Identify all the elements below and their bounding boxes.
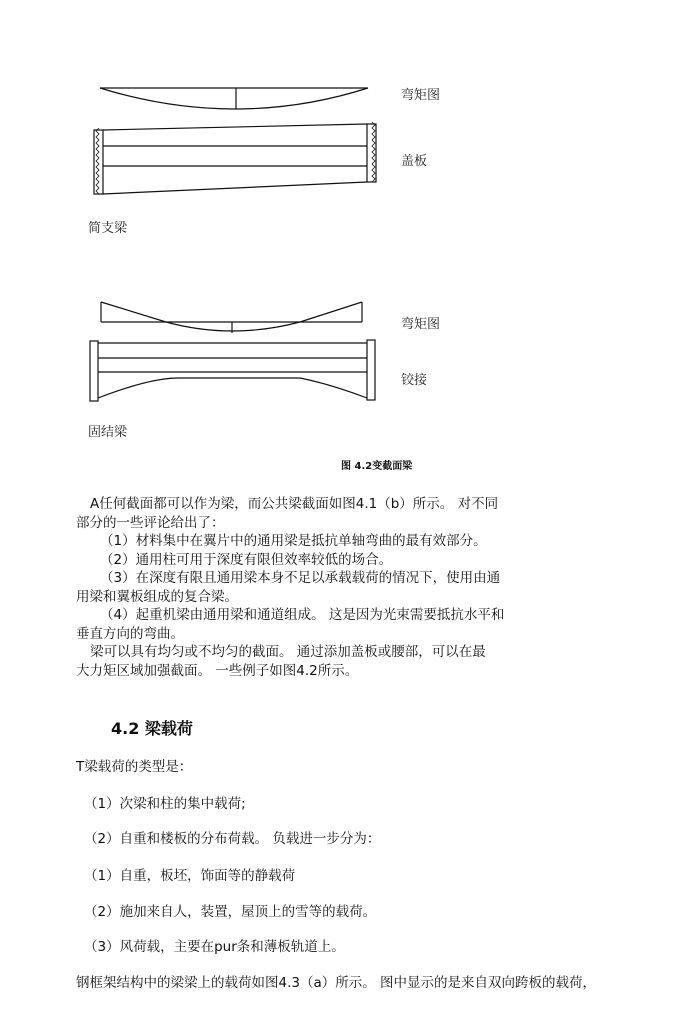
paragraph-line: （1）材料集中在翼片中的通用梁是抵抗单轴弯曲的最有效部分。 [100, 533, 487, 549]
paragraph-line: 垂直方向的弯曲。 [76, 625, 184, 642]
fixed-beam-moment-diagram [101, 302, 362, 333]
simple-beam-plate-label: 盖板 [401, 154, 428, 169]
section-title: 梁载荷 [144, 719, 193, 738]
paragraph-line: 用梁和翼板组成的复合梁。 [76, 588, 238, 605]
fixed-beam-moment-label: 弯矩图 [401, 317, 441, 332]
fixed-beam-label: 固结梁 [88, 425, 128, 440]
load-item: （1）次梁和柱的集中载荷; [84, 796, 246, 812]
paragraph-line: （4）起重机梁由通用梁和通道组成。 这是因为光束需要抵抗水平和 [100, 607, 505, 623]
section-heading [111, 716, 193, 739]
simple-beam-moment-label: 弯矩图 [401, 88, 441, 103]
paragraph-line: 部分的一些评论给出了： [76, 514, 225, 531]
simple-beam-label: 简支梁 [88, 221, 128, 236]
paragraph-line: 大力矩区域加强截面。 一些例子如图4.2所示。 [76, 662, 359, 679]
paragraph-line: （2）通用柱可用于深度有限但效率较低的场合。 [100, 551, 393, 568]
load-item: （3）风荷载，主要在pur条和薄板轨道上。 [84, 939, 345, 955]
fixed-beam-joint-label: 铰接 [401, 373, 428, 388]
fixed-beam-drawing [90, 340, 375, 401]
simple-beam-moment-diagram [100, 88, 368, 109]
figure-caption: 图 4.2变截面梁 [341, 461, 413, 472]
load-item: （2）自重和楼板的分布荷载。 负载进一步分为： [84, 831, 381, 847]
paragraph-line: （3）在深度有限且通用梁本身不足以承载载荷的情况下，使用由通 [100, 570, 501, 586]
paragraph-line: 梁可以具有均匀或不均匀的截面。 通过添加盖板或腰部，可以在最 [90, 644, 486, 660]
simple-beam-drawing [94, 122, 376, 194]
closing-sentence: 钢框架结构中的梁梁上的载荷如图4.3（a）所示。 图中显示的是来自双向跨板的载荷， [76, 975, 597, 991]
load-item: （2）施加来自人，装置，屋顶上的雪等的载荷。 [84, 904, 377, 920]
body-paragraph [76, 495, 596, 680]
paragraph-line: A任何截面都可以作为梁，而公共梁截面如图4.1（b）所示。 对不同 [90, 496, 499, 512]
section-number: 4.2 [111, 719, 140, 738]
load-item: （1）自重，板坯，饰面等的静载荷 [84, 868, 296, 884]
loads-intro: T梁载荷的类型是： [76, 759, 193, 775]
